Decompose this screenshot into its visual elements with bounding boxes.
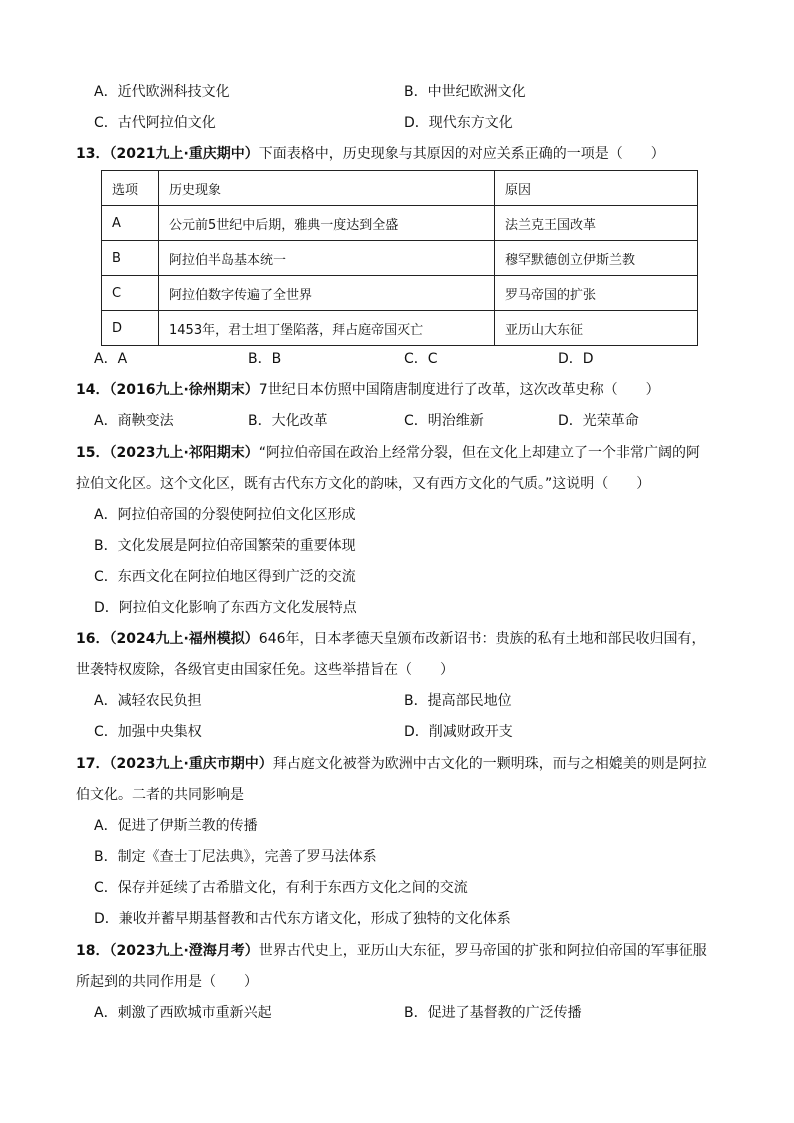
question-stem-line1: “阿拉伯帝国在政治上经常分裂，但在文化上却建立了一个非常广阔的阿 xyxy=(258,445,701,461)
question-number: 17． xyxy=(76,756,110,772)
table-cell: D xyxy=(102,311,159,346)
q14-option-b[interactable]: B．大化改革 xyxy=(248,413,328,429)
question-15 xyxy=(76,443,700,463)
table-cell: 阿拉伯数字传遍了全世界 xyxy=(159,276,495,311)
table-cell: B xyxy=(102,241,159,276)
question-stem: 7世纪日本仿照中国隋唐制度进行了改革，这次改革史称（ ） xyxy=(258,382,660,398)
table-header-row xyxy=(102,171,698,206)
question-stem-line2: 所起到的共同作用是（ ） xyxy=(76,974,258,990)
question-number: 16． xyxy=(76,631,110,647)
q15-option-a[interactable]: A．阿拉伯帝国的分裂使阿拉伯文化区形成 xyxy=(94,507,356,523)
q14-option-a[interactable]: A．商鞅变法 xyxy=(94,413,174,429)
q14-option-c[interactable]: C．明治维新 xyxy=(404,413,484,429)
question-13 xyxy=(76,144,665,164)
q13-option-a[interactable]: A．A xyxy=(94,351,128,367)
table-cell: 阿拉伯半岛基本统一 xyxy=(159,241,495,276)
table-row xyxy=(102,241,698,276)
table-header-cell: 选项 xyxy=(102,171,159,206)
question-stem: 下面表格中，历史现象与其原因的对应关系正确的一项是（ ） xyxy=(258,146,665,162)
question-14 xyxy=(76,380,660,400)
q18-option-a[interactable]: A．刺激了西欧城市重新兴起 xyxy=(94,1005,272,1021)
q18-option-b[interactable]: B．促进了基督教的广泛传播 xyxy=(404,1005,582,1021)
table-cell: A xyxy=(102,206,159,241)
question-source: （2016九上·徐州期末） xyxy=(109,382,259,398)
q16-option-b[interactable]: B．提高部民地位 xyxy=(404,693,512,709)
q17-option-d[interactable]: D．兼收并蓄早期基督教和古代东方诸文化，形成了独特的文化体系 xyxy=(94,911,511,927)
table-cell: 公元前5世纪中后期，雅典一度达到全盛 xyxy=(159,206,495,241)
table-cell: 法兰克王国改革 xyxy=(495,206,698,241)
q13-option-b[interactable]: B．B xyxy=(248,351,282,367)
q12-option-a[interactable]: A．近代欧洲科技文化 xyxy=(94,84,230,100)
table-row xyxy=(102,206,698,241)
question-source: （2023九上·澄海月考） xyxy=(109,943,259,959)
q15-option-c[interactable]: C．东西文化在阿拉伯地区得到广泛的交流 xyxy=(94,569,356,585)
question-stem-line1: 拜占庭文化被誉为欧洲中古文化的一颗明珠，而与之相媲美的则是阿拉 xyxy=(272,756,707,772)
q17-option-c[interactable]: C．保存并延续了古希腊文化，有利于东西方文化之间的交流 xyxy=(94,880,468,896)
q12-option-c[interactable]: C．古代阿拉伯文化 xyxy=(94,115,216,131)
table-cell: C xyxy=(102,276,159,311)
q13-table xyxy=(101,170,698,346)
table-cell: 1453年，君士坦丁堡陷落，拜占庭帝国灭亡 xyxy=(159,311,495,346)
table-cell: 罗马帝国的扩张 xyxy=(495,276,698,311)
q12-option-d[interactable]: D．现代东方文化 xyxy=(404,115,513,131)
question-18 xyxy=(76,941,707,961)
question-number: 14． xyxy=(76,382,110,398)
table-header-cell: 原因 xyxy=(495,171,698,206)
q15-option-d[interactable]: D．阿拉伯文化影响了东西方文化发展特点 xyxy=(94,600,357,616)
question-stem-line1: 世界古代史上，亚历山大东征，罗马帝国的扩张和阿拉伯帝国的军事征服 xyxy=(258,943,707,959)
q13-option-d[interactable]: D．D xyxy=(558,351,594,367)
question-number: 18． xyxy=(76,943,110,959)
question-17 xyxy=(76,754,707,774)
table-cell: 亚历山大东征 xyxy=(495,311,698,346)
question-stem-line2: 拉伯文化区。这个文化区，既有古代东方文化的韵味，又有西方文化的气质。”这说明（ ） xyxy=(76,476,651,492)
q16-option-c[interactable]: C．加强中央集权 xyxy=(94,724,202,740)
q16-option-d[interactable]: D．削减财政开支 xyxy=(404,724,513,740)
question-stem-line2: 世袭特权废除，各级官吏由国家任免。这些举措旨在（ ） xyxy=(76,662,454,678)
question-number: 15． xyxy=(76,445,110,461)
question-16 xyxy=(76,629,706,649)
q15-option-b[interactable]: B．文化发展是阿拉伯帝国繁荣的重要体现 xyxy=(94,538,356,554)
question-source: （2023九上·祁阳期末） xyxy=(109,445,259,461)
table-header-cell: 历史现象 xyxy=(159,171,495,206)
question-source: （2023九上·重庆市期中） xyxy=(109,756,273,772)
table-row xyxy=(102,276,698,311)
q14-option-d[interactable]: D．光荣革命 xyxy=(558,413,639,429)
question-number: 13． xyxy=(76,146,110,162)
question-stem-line2: 伯文化。二者的共同影响是 xyxy=(76,787,244,803)
q16-option-a[interactable]: A．减轻农民负担 xyxy=(94,693,202,709)
question-source: （2021九上·重庆期中） xyxy=(109,146,259,162)
table-cell: 穆罕默德创立伊斯兰教 xyxy=(495,241,698,276)
question-source: （2024九上·福州模拟） xyxy=(109,631,259,647)
q13-option-c[interactable]: C．C xyxy=(404,351,438,367)
q17-option-b[interactable]: B．制定《查士丁尼法典》，完善了罗马法体系 xyxy=(94,849,377,865)
q17-option-a[interactable]: A．促进了伊斯兰教的传播 xyxy=(94,818,258,834)
question-stem-line1: 646年，日本孝德天皇颁布改新诏书：贵族的私有土地和部民收归国有， xyxy=(258,631,706,647)
table-row xyxy=(102,311,698,346)
q12-option-b[interactable]: B．中世纪欧洲文化 xyxy=(404,84,526,100)
